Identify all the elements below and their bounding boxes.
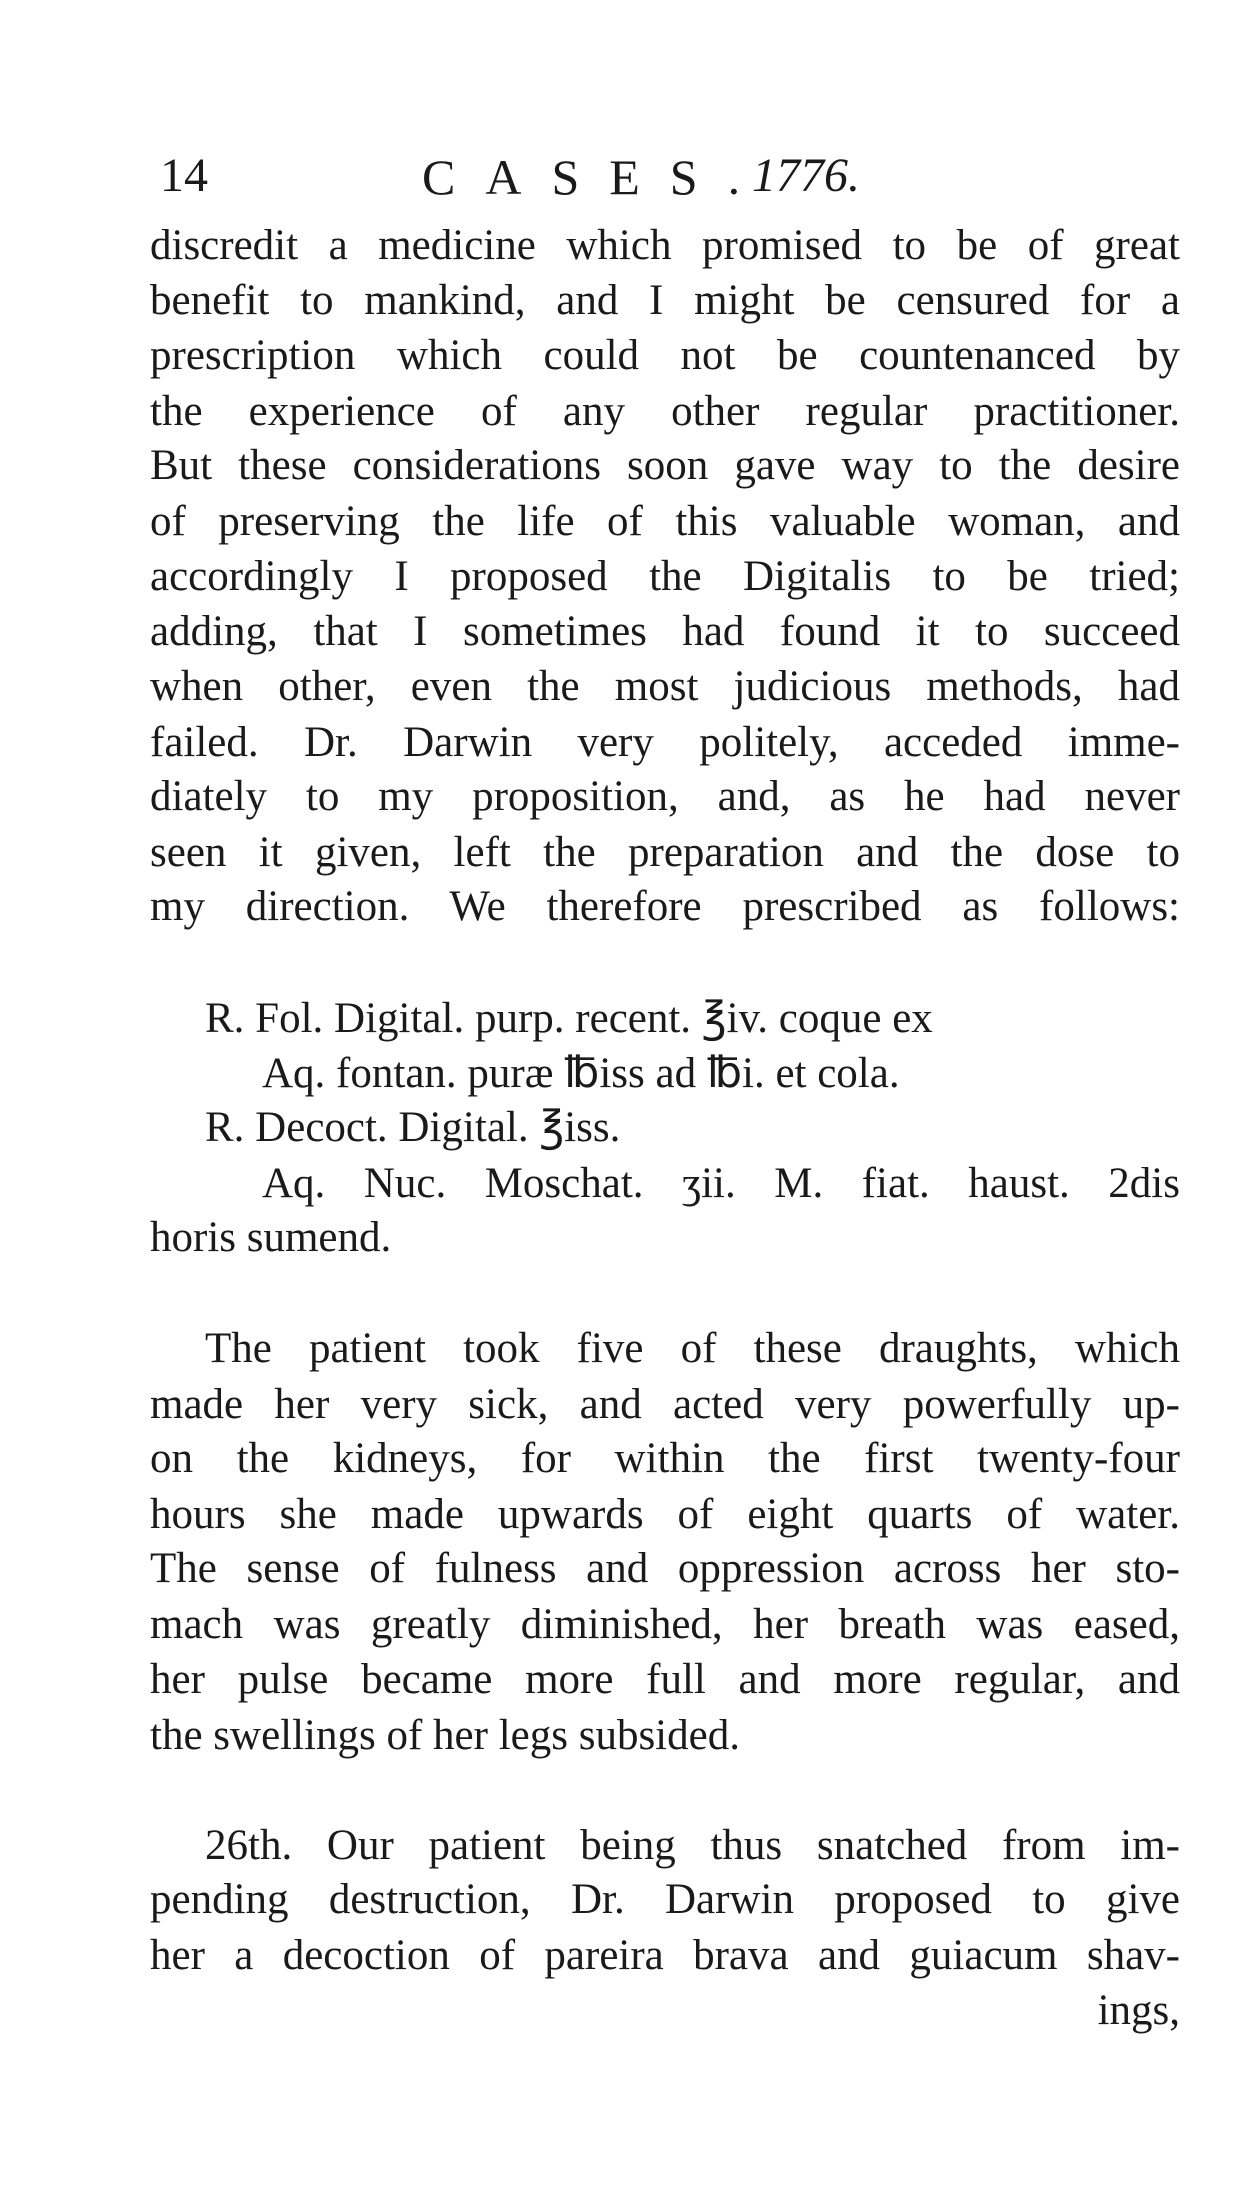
prescription-line: horis sumend. <box>150 1214 392 1261</box>
paragraph-1-line: prescription which could not be countenanced by <box>150 332 1180 379</box>
paragraph-1-line: diately to my proposition, and, as he had never <box>150 773 1180 820</box>
paragraph-2-line: her pulse became more full and more regular, and <box>150 1656 1180 1703</box>
paragraph-1-line: when other, even the most judicious methods, had <box>150 663 1180 710</box>
paragraph-2-line: The patient took five of these draughts, which <box>205 1325 1180 1372</box>
paragraph-2-line: mach was greatly diminished, her breath was eased, <box>150 1601 1180 1648</box>
catchword: ings, <box>1097 1987 1180 2034</box>
prescription-line: Aq. Nuc. Moschat. ʒii. M. fiat. haust. 2dis <box>262 1160 1180 1207</box>
paragraph-1-line: discredit a medicine which promised to be of great <box>150 222 1180 269</box>
paragraph-2-line: The sense of fulness and oppression across her sto- <box>150 1545 1180 1592</box>
prescription-line: Aq. fontan. puræ ℔iss ad ℔i. et cola. <box>262 1050 900 1097</box>
paragraph-1-line: the experience of any other regular practitioner. <box>150 388 1180 435</box>
paragraph-1-line: my direction. We therefore prescribed as follows: <box>150 883 1180 930</box>
page-header <box>160 148 1180 208</box>
paragraph-1-line: adding, that I sometimes had found it to succeed <box>150 608 1180 655</box>
paragraph-1-line: benefit to mankind, and I might be censured for a <box>150 277 1180 324</box>
prescription-line: R. Decoct. Digital. ℥iss. <box>205 1104 621 1151</box>
running-title: CASES. <box>422 149 771 205</box>
paragraph-3-line: her a decoction of pareira brava and guiacum shav- <box>150 1932 1180 1979</box>
paragraph-2-line: the swellings of her legs subsided. <box>150 1712 740 1759</box>
paragraph-3-line: 26th. Our patient being thus snatched from im- <box>205 1822 1180 1869</box>
header-year: 1776. <box>752 149 860 202</box>
paragraph-1-line: But these considerations soon gave way to the desire <box>150 442 1180 489</box>
paragraph-1-line: failed. Dr. Darwin very politely, acceded imme- <box>150 719 1180 766</box>
paragraph-3-line: pending destruction, Dr. Darwin proposed to give <box>150 1876 1180 1923</box>
paragraph-2-line: hours she made upwards of eight quarts of water. <box>150 1491 1180 1538</box>
paragraph-1-line: seen it given, left the preparation and the dose to <box>150 829 1180 876</box>
page-number: 14 <box>160 149 208 202</box>
prescription-line: R. Fol. Digital. purp. recent. ℥iv. coque ex <box>205 995 933 1042</box>
paragraph-1-line: of preserving the life of this valuable woman, and <box>150 498 1180 545</box>
paragraph-2-line: on the kidneys, for within the first twenty-four <box>150 1435 1180 1482</box>
paragraph-1-line: accordingly I proposed the Digitalis to be tried; <box>150 553 1180 600</box>
paragraph-2-line: made her very sick, and acted very powerfully up- <box>150 1381 1180 1428</box>
